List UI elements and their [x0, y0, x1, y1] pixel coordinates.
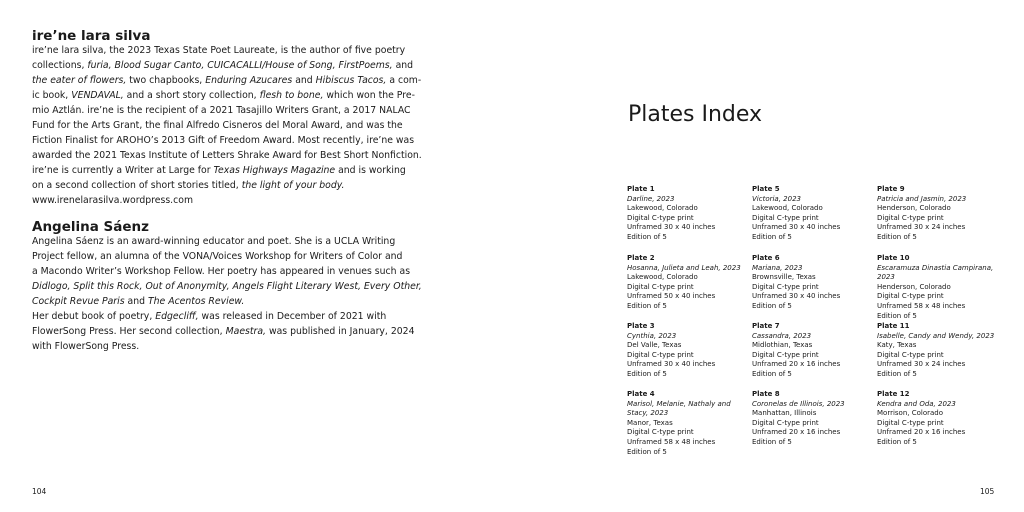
bio-text-line	[32, 325, 415, 339]
text: was released in December of 2021 with	[198, 311, 387, 322]
text: two chapbooks,	[126, 75, 206, 86]
bio-text-line	[32, 59, 413, 73]
plate-label: Plate 12	[877, 390, 910, 398]
right-page	[512, 0, 1024, 512]
plate-detail: Unframed 20 x 16 inches	[752, 428, 841, 437]
text: and is working	[335, 165, 406, 176]
bio-text-line	[32, 104, 411, 118]
italic-text: Cockpit Revue Paris	[32, 296, 125, 307]
italic-text: VENDAVAL,	[71, 90, 124, 101]
plate-detail: Edition of 5	[627, 232, 667, 241]
plate-detail: Unframed 30 x 24 inches	[877, 223, 966, 232]
bio-text-line	[32, 179, 345, 193]
plate-label: Plate 3	[627, 322, 655, 330]
plate-detail: Digital C-type print	[752, 282, 819, 291]
plate-entry	[752, 254, 877, 312]
plate-detail: Manor, Texas	[627, 418, 673, 427]
bio-text-line	[32, 74, 421, 88]
plate-label: Plate 5	[752, 185, 780, 193]
text: ire’ne is currently a Writer at Large for	[32, 165, 214, 176]
plate-entry	[627, 390, 752, 457]
plate-label: Plate 11	[877, 322, 910, 330]
bio-text-line	[32, 280, 422, 294]
bio-text-line	[32, 119, 403, 133]
plate-entry	[752, 185, 877, 243]
italic-text: flesh to bone,	[259, 90, 324, 101]
italic-text: Hibiscus Tacos,	[315, 75, 387, 86]
plate-detail: Digital C-type print	[627, 350, 694, 359]
plate-detail: Edition of 5	[877, 232, 917, 241]
page-title: Plates Index	[628, 102, 763, 127]
plate-title: Coronelas de Illinois, 2023	[752, 399, 845, 408]
plate-detail: Digital C-type print	[877, 213, 944, 222]
plate-detail: Edition of 5	[877, 437, 917, 446]
plate-detail: Digital C-type print	[877, 350, 944, 359]
plate-detail: Edition of 5	[627, 447, 667, 456]
plate-detail: Edition of 5	[627, 301, 667, 310]
plate-title: Cassandra, 2023	[752, 331, 812, 340]
plate-entry	[752, 390, 877, 448]
plate-label: Plate 1	[627, 185, 655, 193]
text: Fund for the Arts Grant, the final Alfredo Cisneros del Moral Award, and was the	[32, 120, 403, 131]
italic-text: The Acentos Review.	[147, 296, 245, 307]
italic-text: Edgecliff,	[155, 311, 199, 322]
plate-detail: Digital C-type print	[627, 428, 694, 437]
plate-label: Plate 6	[752, 254, 780, 262]
plate-entry	[627, 185, 752, 243]
plate-label: Plate 9	[877, 185, 905, 193]
plate-detail: Digital C-type print	[752, 213, 819, 222]
bio-text-line	[32, 134, 414, 148]
plate-label: Plate 4	[627, 390, 655, 398]
plate-entry	[877, 390, 1002, 448]
text: awarded the 2021 Texas Institute of Letters Shrake Award for Best Short Nonfiction.	[32, 150, 422, 161]
plate-detail: Unframed 30 x 40 inches	[627, 223, 716, 232]
bio-text-line	[32, 149, 422, 163]
plate-label: Plate 2	[627, 254, 655, 262]
text: was published in January, 2024	[266, 326, 415, 337]
text: on a second collection of short stories titled,	[32, 180, 242, 191]
plate-title: Marisol, Melanie, Nathaly and Stacy, 2023	[627, 399, 731, 418]
plate-entry	[752, 322, 877, 380]
plate-detail: Unframed 30 x 40 inches	[627, 360, 716, 369]
plate-detail: Edition of 5	[752, 301, 792, 310]
text: Her debut book of poetry,	[32, 311, 156, 322]
plate-detail: Unframed 58 x 48 inches	[877, 301, 966, 310]
plate-detail: Digital C-type print	[752, 350, 819, 359]
bio-text-line	[32, 44, 405, 58]
plate-label: Plate 8	[752, 390, 780, 398]
plate-detail: Digital C-type print	[877, 418, 944, 427]
bio-text-line	[32, 295, 244, 309]
plate-detail: Edition of 5	[627, 369, 667, 378]
plate-detail: Unframed 30 x 40 inches	[752, 292, 841, 301]
plate-entry	[877, 322, 1002, 380]
plate-title: Mariana, 2023	[752, 263, 803, 272]
bio-text-line	[32, 235, 395, 249]
plate-title: Isabelle, Candy and Wendy, 2023	[877, 331, 995, 340]
plate-detail: Edition of 5	[877, 311, 917, 320]
plate-detail: Edition of 5	[752, 232, 792, 241]
text: FlowerSong Press. Her second collection,	[32, 326, 226, 337]
plate-detail: Unframed 20 x 16 inches	[752, 360, 841, 369]
bio-text-line	[32, 164, 406, 178]
plate-detail: Henderson, Colorado	[877, 204, 951, 213]
plate-detail: Edition of 5	[877, 369, 917, 378]
plate-detail: Unframed 50 x 40 inches	[627, 292, 716, 301]
text: www.irenelarasilva.wordpress.com	[32, 195, 193, 206]
plate-detail: Katy, Texas	[877, 341, 917, 350]
bio-text-line	[32, 194, 193, 208]
text: and	[124, 296, 148, 307]
italic-text: the eater of flowers,	[32, 75, 127, 86]
bio-text-line	[32, 310, 386, 324]
text: and	[292, 75, 316, 86]
bio-text-line	[32, 89, 415, 103]
text: Angelina Sáenz is an award-winning educator and poet. She is a UCLA Writing	[32, 236, 396, 247]
plate-detail: Edition of 5	[752, 369, 792, 378]
text: a Macondo Writer’s Workshop Fellow. Her poetry has appeared in venues such as	[32, 266, 411, 277]
plate-label: Plate 7	[752, 322, 780, 330]
text: and a short story collection,	[123, 90, 260, 101]
plate-title: Escaramuza Dinastia Campirana, 2023	[877, 263, 994, 282]
plate-detail: Unframed 30 x 24 inches	[877, 360, 966, 369]
plate-detail: Del Valle, Texas	[627, 341, 682, 350]
plate-detail: Unframed 30 x 40 inches	[752, 223, 841, 232]
text: collections,	[32, 60, 88, 71]
plate-entry	[627, 322, 752, 380]
text: a com-	[386, 75, 422, 86]
plate-title: Darline, 2023	[627, 194, 675, 203]
plate-detail: Unframed 58 x 48 inches	[627, 437, 716, 446]
plate-entry	[877, 254, 1002, 321]
plate-title: Patricia and Jasmin, 2023	[877, 194, 967, 203]
plate-detail: Lakewood, Colorado	[627, 273, 698, 282]
page-number: 105	[980, 487, 995, 496]
plate-detail: Lakewood, Colorado	[752, 204, 823, 213]
plate-entry	[877, 185, 1002, 243]
plate-title: Victoria, 2023	[752, 194, 801, 203]
plate-detail: Digital C-type print	[752, 418, 819, 427]
italic-text: Enduring Azucares	[205, 75, 293, 86]
author-name: Angelina Sáenz	[32, 219, 150, 235]
text: Project fellow, an alumna of the VONA/Voices Workshop for Writers of Color and	[32, 251, 403, 262]
plate-label: Plate 10	[877, 254, 910, 262]
plate-detail: Digital C-type print	[627, 282, 694, 291]
text: ic book,	[32, 90, 72, 101]
plate-detail: Henderson, Colorado	[877, 282, 951, 291]
plate-detail: Morrison, Colorado	[877, 409, 944, 418]
bio-text-line	[32, 265, 410, 279]
plate-title: Hosanna, Julieta and Leah, 2023	[627, 263, 741, 272]
bio-text-line	[32, 250, 402, 264]
author-name: ire’ne lara silva	[32, 28, 151, 44]
plate-detail: Edition of 5	[752, 437, 792, 446]
bio-text-line	[32, 340, 139, 354]
page-number: 104	[32, 487, 47, 496]
plate-detail: Brownsville, Texas	[752, 273, 816, 282]
plate-detail: Digital C-type print	[877, 292, 944, 301]
italic-text: furia, Blood Sugar Canto, CUICACALLI/House of Song, FirstPoems,	[87, 60, 393, 71]
text: ire’ne lara silva, the 2023 Texas State Poet Laureate, is the author of five poetry	[32, 45, 406, 56]
plate-detail: Midlothian, Texas	[752, 341, 813, 350]
plate-title: Cynthia, 2023	[627, 331, 677, 340]
italic-text: Maestra,	[225, 326, 267, 337]
italic-text: Texas Highways Magazine	[213, 165, 336, 176]
plate-title: Kendra and Oda, 2023	[877, 399, 956, 408]
text: with FlowerSong Press.	[32, 341, 140, 352]
text: mio Aztlán. ire’ne is the recipient of a 2021 Tasajillo Writers Grant, a 2017 NALAC	[32, 105, 411, 116]
italic-text: the light of your body.	[241, 180, 345, 191]
text: and	[392, 60, 414, 71]
plate-detail: Manhattan, Illinois	[752, 409, 817, 418]
italic-text: Didlogo, Split this Rock, Out of Anonymity, Angels Flight Literary West, Every Other,	[32, 281, 422, 292]
plate-detail: Unframed 20 x 16 inches	[877, 428, 966, 437]
text: Fiction Finalist for AROHO’s 2013 Gift of Freedom Award. Most recently, ire’ne was	[32, 135, 415, 146]
text: which won the Pre-	[323, 90, 415, 101]
plate-detail: Digital C-type print	[627, 213, 694, 222]
plate-detail: Lakewood, Colorado	[627, 204, 698, 213]
plate-entry	[627, 254, 752, 312]
